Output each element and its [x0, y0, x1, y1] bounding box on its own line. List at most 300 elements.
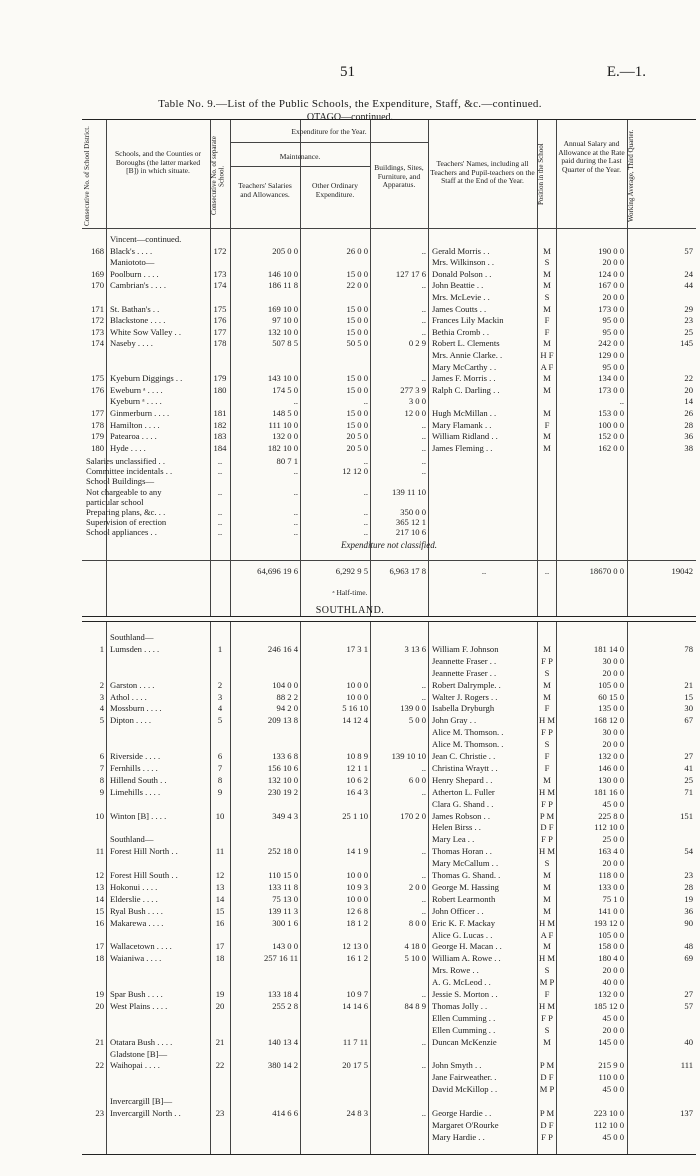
district-no: 171	[91, 303, 104, 314]
salary: 223 10 0	[593, 1108, 624, 1118]
district-no: 9	[99, 786, 104, 797]
working-average: 78	[684, 643, 693, 654]
not-classified-heading: Expenditure not classified.	[341, 540, 437, 550]
school-name: Elderslie . . . .	[110, 893, 158, 904]
otago-table	[82, 119, 696, 617]
school-name: White Sow Valley . .	[110, 326, 181, 337]
table-row	[82, 941, 696, 952]
district-no: 18	[95, 953, 104, 964]
salary: 158 0 0	[598, 941, 624, 952]
teachers-salaries: 255 2 8	[272, 1000, 298, 1011]
salary: 163 4 0	[598, 846, 624, 857]
teacher-name: Isabella Dryburgh	[432, 703, 495, 714]
salary: 45 0 0	[602, 798, 624, 809]
position: F P	[541, 1131, 553, 1142]
separate-no: 6	[217, 751, 223, 761]
teachers-salaries: 97 10 0	[272, 315, 298, 326]
district-no: 6	[99, 751, 104, 761]
district-no: 178	[91, 419, 104, 430]
school-name: Eweburn ᵃ . . . .	[110, 384, 163, 395]
separate-no: 15	[215, 905, 225, 916]
salary: 130 0 0	[598, 774, 624, 785]
working-average: 57	[684, 245, 693, 256]
teacher-name: Margaret O'Rourke	[432, 1119, 499, 1130]
separate-no: 10	[215, 810, 225, 821]
position: M	[543, 268, 551, 279]
table-row	[82, 858, 696, 869]
table-row	[82, 1001, 696, 1012]
table-row	[82, 656, 696, 667]
district-no: 7	[99, 762, 104, 773]
working-average: 25	[684, 326, 693, 337]
col-names: Teachers' Names, including all Teachers and Pupil-teachers on the Staff at the End of the Year.	[430, 159, 535, 185]
position: M	[543, 245, 551, 256]
unclassified-cell: ..	[217, 527, 223, 538]
table-row	[82, 1108, 696, 1119]
teacher-name: David McKillop . .	[432, 1084, 498, 1095]
position: M	[543, 303, 551, 314]
teachers-salaries: 133 18 4	[267, 989, 298, 999]
separate-no: 174	[213, 280, 227, 291]
teachers-salaries: 174 5 0	[272, 384, 298, 395]
other-expenditure: 15 0 0	[346, 268, 368, 279]
table-row	[82, 953, 696, 964]
buildings: 2 0 0	[408, 881, 426, 892]
school-name: Gladstone [B]—	[110, 1048, 168, 1059]
teacher-name: Jeannette Fraser . .	[432, 667, 497, 678]
col-expenditure: Expenditure for the Year.	[291, 127, 367, 136]
buildings: ..	[421, 419, 426, 430]
table-row	[82, 1025, 696, 1036]
unclassified-cell: ..	[217, 486, 223, 497]
table-row	[82, 799, 696, 810]
separate-no: 14	[215, 893, 225, 904]
separate-no: 177	[213, 326, 227, 337]
unclassified-cell: ..	[363, 456, 368, 466]
unclassified-cell: ..	[293, 507, 298, 517]
table-row	[82, 304, 696, 315]
teacher-name: Jessie S. Morton . .	[432, 989, 498, 999]
district-no: 14	[95, 893, 104, 904]
unclassified-cell: Committee incidentals . .	[86, 466, 173, 477]
buildings: 127 17 6	[395, 268, 426, 279]
teacher-name: George M. Hassing	[432, 881, 499, 892]
school-name: Patearoa . . . .	[110, 431, 157, 442]
school-name: Makarewa . . . .	[110, 917, 164, 928]
separate-no: 2	[217, 679, 223, 690]
separate-no: 21	[215, 1036, 225, 1047]
school-name: Wallacetown . . . .	[110, 941, 172, 952]
teachers-salaries: 146 10 0	[267, 268, 298, 279]
other-expenditure: 10 0 0	[346, 870, 368, 880]
teacher-name: Henry Shepard . .	[432, 774, 493, 785]
teacher-name: John Officer . .	[432, 905, 484, 916]
table-row	[82, 315, 696, 326]
salary: 173 0 0	[598, 303, 624, 314]
teacher-name: Ellen Cumming . .	[432, 1024, 496, 1035]
position: M	[543, 1036, 551, 1047]
teacher-name: George Hardie . .	[432, 1108, 492, 1118]
unclassified-cell: 365 12 1	[395, 517, 426, 528]
district-no: 13	[95, 881, 104, 892]
salary: 20 0 0	[602, 1024, 624, 1035]
other-expenditure: 12 1 1	[346, 762, 368, 773]
teacher-name: Mrs. Rowe . .	[432, 965, 479, 976]
position: M	[543, 643, 551, 654]
position: F	[544, 751, 550, 761]
separate-no: 180	[213, 384, 227, 395]
table-row	[82, 385, 696, 396]
salary: 20 0 0	[602, 965, 624, 976]
table-row	[82, 644, 696, 655]
salary: 225 8 0	[598, 810, 624, 821]
separate-no: 11	[215, 846, 225, 857]
working-average: 57	[684, 1000, 693, 1011]
school-name: Otatara Bush . . . .	[110, 1036, 173, 1047]
southland-heading: SOUTHLAND.	[315, 605, 385, 616]
position: M	[543, 774, 551, 785]
working-average: 111	[680, 1060, 693, 1071]
salary: 95 0 0	[602, 315, 624, 326]
page-number: 51	[340, 64, 355, 80]
position: H M	[539, 1000, 555, 1011]
table-row	[82, 246, 696, 257]
working-average: 40	[684, 1036, 693, 1047]
teacher-name: Robert Dalrymple. .	[432, 679, 501, 690]
teacher-name: Thomas G. Shand. .	[432, 870, 501, 880]
separate-no: 23	[215, 1108, 225, 1118]
salary: 45 0 0	[602, 1012, 624, 1023]
school-name: Garston . . . .	[110, 679, 155, 690]
col-teachers: Teachers' Salaries and Allowances.	[238, 181, 292, 199]
position: M	[543, 679, 551, 690]
working-average: 30	[684, 703, 693, 714]
working-average: 36	[684, 431, 693, 442]
working-average: 137	[680, 1108, 693, 1118]
salary: 132 0 0	[598, 989, 624, 999]
buildings: ..	[421, 245, 426, 256]
position: F	[544, 419, 550, 430]
school-name: Forest Hill South . .	[110, 870, 178, 880]
teacher-name: Jane Fairweather. .	[432, 1072, 497, 1083]
other-expenditure: 10 6 2	[346, 774, 368, 785]
salary: 20 0 0	[602, 739, 624, 750]
col-buildings: Buildings, Sites, Furniture, and Apparatus.	[374, 163, 424, 189]
school-name: Southland—	[110, 632, 154, 642]
position: M	[543, 408, 551, 418]
working-average: 28	[684, 419, 693, 430]
school-name: Spar Bush . . . .	[110, 989, 163, 999]
table-row	[82, 1037, 696, 1048]
school-name: Blackstone . . . .	[110, 315, 166, 326]
position: P M	[539, 1060, 555, 1071]
working-average: 24	[684, 268, 693, 279]
school-name: Ginmerburn . . . .	[110, 408, 170, 418]
table-row	[82, 906, 696, 917]
school-name: Poolburn . . . .	[110, 268, 159, 279]
other-expenditure: 15 0 0	[346, 408, 368, 418]
unclassified-cell: ..	[421, 456, 426, 466]
teacher-name: Christina Wraytt . .	[432, 762, 498, 773]
teachers-salaries: 257 16 11	[263, 953, 298, 964]
school-name: Cambrian's . . . .	[110, 280, 166, 291]
working-average: 38	[684, 442, 693, 453]
position: M	[543, 881, 551, 892]
school-name: West Plains . . . .	[110, 1000, 168, 1011]
salary: 60 15 0	[598, 691, 624, 702]
other-expenditure: 15 0 0	[346, 373, 368, 384]
salary: 167 0 0	[598, 280, 624, 291]
table-row	[82, 846, 696, 857]
teacher-name: George H. Macan . .	[432, 941, 502, 952]
teachers-salaries: 300 1 6	[272, 917, 298, 928]
teachers-salaries: 75 13 0	[272, 893, 298, 904]
salary: 25 0 0	[602, 834, 624, 845]
teacher-name: William F. Johnson	[432, 643, 499, 654]
school-name: Kyeburn ᵃ . . . .	[110, 396, 162, 407]
separate-no: 179	[213, 373, 227, 384]
unclassified-cell: ..	[293, 486, 298, 497]
position: M	[543, 941, 551, 952]
col-position: Position in the School	[537, 143, 545, 205]
salary: 193 12 0	[593, 917, 624, 928]
teachers-salaries: 169 10 0	[267, 303, 298, 314]
other-expenditure: 12 13 0	[342, 941, 368, 952]
salary: 110 0 0	[598, 1072, 624, 1083]
separate-no: 16	[215, 917, 225, 928]
school-name: Lumsden . . . .	[110, 643, 160, 654]
buildings: 12 0 0	[404, 408, 426, 418]
position: F P	[541, 727, 553, 738]
teachers-salaries: 507 8 5	[272, 338, 298, 349]
salary: 45 0 0	[602, 1084, 624, 1095]
other-expenditure: 50 5 0	[346, 338, 368, 349]
buildings: ..	[421, 786, 426, 797]
district-no: 172	[91, 315, 104, 326]
separate-no: 5	[217, 715, 223, 726]
position: M	[543, 373, 551, 384]
working-average: 26	[684, 408, 693, 418]
salary: 45 0 0	[602, 1131, 624, 1142]
table-row	[82, 965, 696, 976]
school-name: Hamilton . . . .	[110, 419, 160, 430]
salary: 215 9 0	[598, 1060, 624, 1071]
unclassified-cell: School Buildings—	[86, 476, 155, 487]
school-name: Maniototo—	[110, 257, 155, 268]
southland-table	[82, 621, 696, 1155]
working-average: 27	[684, 751, 693, 761]
position: M	[543, 338, 551, 349]
teacher-name: Hugh McMillan . .	[432, 408, 497, 418]
other-expenditure: 26 0 0	[346, 245, 368, 256]
table-row	[82, 1084, 696, 1095]
table-row	[82, 787, 696, 798]
salary: 153 0 0	[598, 408, 624, 418]
salary: ..	[619, 396, 624, 407]
teacher-name: Robert Learmonth	[432, 893, 496, 904]
otago-heading: OTAGO—continued.	[306, 112, 394, 123]
teachers-salaries: 133 6 8	[272, 751, 298, 761]
unclassified-cell: ..	[363, 527, 368, 538]
teachers-salaries: 205 0 0	[272, 245, 298, 256]
position: F P	[541, 834, 553, 845]
position: S	[544, 292, 550, 302]
buildings: ..	[421, 373, 426, 384]
position: S	[544, 858, 550, 869]
separate-no: 4	[217, 703, 223, 714]
separate-no: 175	[213, 303, 227, 314]
teachers-salaries: 110 15 0	[268, 870, 298, 880]
teachers-salaries: 88 2 2	[276, 691, 298, 702]
table-row	[82, 1049, 696, 1060]
separate-no: 7	[217, 762, 223, 773]
district-no: 176	[91, 384, 104, 395]
other-expenditure: 10 0 0	[346, 893, 368, 904]
table-row	[82, 443, 696, 454]
other-expenditure: 10 9 7	[346, 989, 368, 999]
position: H M	[539, 953, 555, 964]
other-expenditure: 22 0 0	[346, 280, 368, 291]
other-expenditure: 16 4 3	[346, 786, 368, 797]
other-expenditure: 10 0 0	[346, 691, 368, 702]
document-reference: E.—1.	[606, 64, 646, 80]
working-average: 20	[684, 384, 693, 395]
working-average: 90	[684, 917, 693, 928]
district-no: 15	[95, 905, 104, 916]
other-expenditure: 15 0 0	[346, 326, 368, 337]
col-working: Working Average, Third Quarter.	[627, 129, 635, 223]
teachers-salaries: 182 10 0	[267, 442, 298, 453]
separate-no: 8	[217, 774, 223, 785]
school-name: Naseby . . . .	[110, 338, 153, 349]
district-no: 17	[95, 941, 104, 952]
total-cell: ..	[544, 566, 550, 576]
other-expenditure: 20 17 5	[342, 1060, 368, 1071]
district-no: 170	[91, 280, 104, 291]
district-no: 22	[95, 1060, 104, 1071]
working-average: 15	[684, 691, 693, 702]
col-separate: Consecutive No. of separate School.	[210, 136, 226, 216]
school-name: Hokonui . . . .	[110, 881, 158, 892]
teachers-salaries: 143 0 0	[272, 941, 298, 952]
teachers-salaries: 139 11 3	[268, 905, 298, 916]
position: S	[544, 667, 550, 678]
working-average: 23	[684, 870, 693, 880]
teacher-name: Helen Birss . .	[432, 822, 481, 833]
other-expenditure: 15 0 0	[346, 303, 368, 314]
teachers-salaries: 349 4 3	[272, 810, 298, 821]
buildings: 84 8 9	[404, 1000, 426, 1011]
salary: 112 10 0	[594, 1119, 624, 1130]
working-average: 27	[684, 989, 693, 999]
teacher-name: Mary McCarthy . .	[432, 361, 497, 372]
buildings: 170 2 0	[400, 810, 426, 821]
salary: 181 14 0	[593, 643, 624, 654]
other-expenditure: 20 5 0	[346, 431, 368, 442]
district-no: 168	[91, 245, 104, 256]
position: H M	[539, 715, 555, 726]
teachers-salaries: 133 11 8	[268, 881, 298, 892]
school-name: Winton [B] . . . .	[110, 810, 167, 821]
table-row	[82, 408, 696, 419]
position: F P	[541, 655, 553, 666]
teacher-name: James Coutts . .	[432, 303, 487, 314]
table-row	[82, 703, 696, 714]
teacher-name: Gerald Morris . .	[432, 245, 490, 256]
teacher-name: Mrs. McLevie . .	[432, 292, 490, 302]
salary: 133 0 0	[598, 881, 624, 892]
other-expenditure: 18 1 2	[346, 917, 368, 928]
other-expenditure: 10 8 9	[346, 751, 368, 761]
district-no: 177	[91, 408, 104, 418]
working-average: 54	[684, 846, 693, 857]
working-average: 44	[684, 280, 693, 291]
col-maintenance: Maintenance.	[279, 152, 321, 161]
teachers-salaries: 94 2 0	[276, 703, 298, 714]
district-no: 169	[91, 268, 104, 279]
buildings: 3 0 0	[408, 396, 426, 407]
unclassified-cell: 12 12 0	[342, 466, 368, 477]
position: F P	[541, 1012, 553, 1023]
district-no: 2	[99, 679, 104, 690]
table-row	[82, 894, 696, 905]
buildings: ..	[421, 442, 426, 453]
teacher-name: William Ridland . .	[432, 431, 498, 442]
position: M P	[539, 1084, 555, 1095]
other-expenditure: 25 1 10	[342, 810, 368, 821]
position: M	[543, 893, 551, 904]
working-average: 29	[684, 303, 693, 314]
table-row	[82, 775, 696, 786]
position: S	[544, 1024, 550, 1035]
unclassified-cell: ..	[217, 517, 223, 528]
unclassified-cell: 350 0 0	[400, 507, 426, 517]
salary: 30 0 0	[602, 727, 624, 738]
separate-no: 22	[215, 1060, 225, 1071]
table-row	[82, 632, 696, 643]
teachers-salaries: 209 13 8	[267, 715, 298, 726]
table-row	[82, 834, 696, 845]
teacher-name: Robert L. Clements	[432, 338, 500, 349]
unclassified-cell: ..	[293, 517, 298, 528]
buildings: ..	[421, 989, 426, 999]
separate-no: 182	[213, 419, 227, 430]
district-no: 12	[95, 870, 104, 880]
table-row	[82, 918, 696, 929]
salary: 173 0 0	[598, 384, 624, 395]
separate-no: 13	[215, 881, 225, 892]
position: M P	[539, 977, 555, 988]
district-no: 4	[99, 703, 104, 714]
table-row	[82, 1096, 696, 1107]
buildings: ..	[421, 846, 426, 857]
buildings: ..	[421, 303, 426, 314]
school-name: Dipton . . . .	[110, 715, 152, 726]
teacher-name: Eric K. F. Mackay	[432, 917, 496, 928]
teacher-name: Walter J. Rogers . .	[432, 691, 498, 702]
working-average: 48	[684, 941, 693, 952]
position: P M	[539, 1108, 555, 1118]
salary: 180 4 0	[598, 953, 624, 964]
working-average: 21	[684, 679, 693, 690]
district-no: 173	[91, 326, 104, 337]
district-no: 3	[99, 691, 104, 702]
table-row	[82, 1060, 696, 1071]
position: F	[544, 762, 550, 773]
school-name: Riverside . . . .	[110, 751, 161, 761]
salary: 95 0 0	[602, 361, 624, 372]
teacher-name: A. G. McLeod . .	[432, 977, 491, 988]
